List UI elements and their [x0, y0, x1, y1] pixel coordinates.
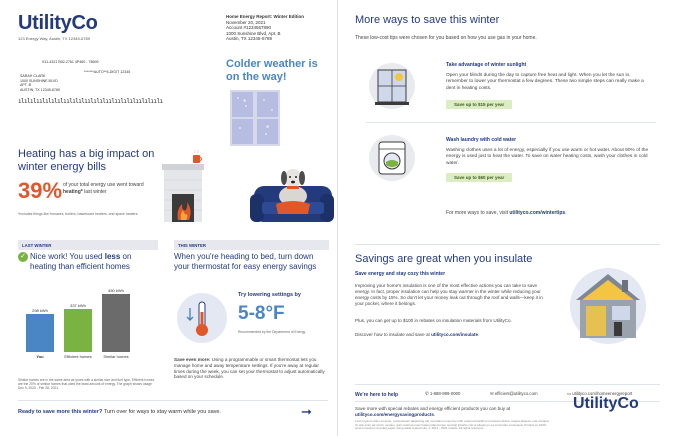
insulate-p1: Improving your home's insulation is one of the most effective actions you can take to save energy. In fact, proper insulation can help you stay warmer in the winter while reducing your energy costs by 15%. So don't let your money leak out through the roof and walls—keep it in your pocket, where it belongs.	[355, 283, 543, 306]
tip1-body: Open your blinds during the day to capture free heat and light. When you let the sun in, remember to lower your thermostat a few degrees. These two simple steps can really make a dent in heating costs.	[446, 73, 644, 91]
report-addr2: Austin, TX 12345-6789	[226, 36, 272, 41]
check-icon: ✓	[18, 252, 28, 262]
last-winter-bar	[18, 240, 158, 250]
report-title: Home Energy Report: Winter Edition	[226, 14, 304, 19]
tip2-savings-badge: Save up to $60 per year	[446, 173, 512, 182]
window-sunlight-icon	[366, 62, 418, 110]
report-date: November 20, 2021	[226, 19, 266, 25]
arrow-right-icon: ➞	[301, 404, 312, 419]
tip2-title: Wash laundry with cold water	[446, 137, 517, 143]
usage-bar	[64, 309, 92, 352]
tips-divider	[366, 122, 656, 123]
bar-value-label: 337 kWh	[70, 302, 86, 308]
page-divider	[337, 0, 338, 436]
tip1-savings-badge: Save up to $15 per year	[446, 100, 512, 109]
phone-number: 1-888-999-0000	[429, 391, 461, 396]
more-ways-post: .	[565, 210, 567, 216]
bar-category-label: Similar homes	[103, 354, 129, 359]
mail-apt: APT. B	[20, 83, 31, 88]
insulate-headline: Savings are great when you insulate	[355, 253, 533, 265]
laptop-icon: ▭	[567, 391, 572, 396]
bar-category-label: You	[36, 354, 44, 359]
heating-headline: Heating has a big impact on winter energy bills	[18, 148, 155, 173]
mail-name: SARAH CLARK	[20, 74, 46, 79]
insulate-p3-pre: Discover how to insulate and save at	[355, 332, 432, 337]
postal-barcode: ılılılıılılılılıılılılıılılılıılıılılılıılılıılı	[18, 98, 163, 105]
this-winter-label: THIS WINTER	[178, 242, 206, 248]
last-winter-smallprint: Similar homes are in the same area as yours with a similar size and fuel type. Efficient homes are the 20% of similar homes that used the least amount of energy. The graph shows usage Dec 9, 2020 - Feb 28, 2021.	[18, 378, 155, 391]
email-icon: ✉	[490, 391, 494, 396]
last-winter-headline	[30, 252, 145, 272]
phone-icon: ✆	[425, 391, 429, 396]
bar-value-label: 298 kWh	[32, 307, 48, 313]
this-winter-bar	[174, 240, 329, 250]
bar-category-label: Efficient homes	[64, 354, 92, 359]
last-winter-label: LAST WINTER	[22, 242, 52, 248]
save-more-text: Using a programmable or smart thermostat lets you manage home and away temperature settings. If you're away at regular times during the week, you can set your thermostat to adjust automatically based on your schedule.	[174, 357, 325, 380]
special-link[interactable]: utilityco.com/energysavingproducts	[355, 411, 434, 417]
brand-logo: UtilityCo	[18, 12, 98, 34]
help-rule-top	[355, 384, 660, 385]
mail-city: AUSTIN, TX 12345-6789	[20, 87, 60, 92]
lw-headline-post: on heating than efficient homes	[30, 252, 132, 271]
svg-text:❄: ❄	[266, 124, 270, 129]
email-contact[interactable]	[490, 391, 538, 397]
save-more-bold: Save even more:	[174, 357, 211, 362]
bar-value-label: 450 kWh	[108, 288, 124, 293]
more-ways-pre: For more ways to save, visit	[446, 210, 510, 216]
more-ways-headline: More ways to save this winter	[355, 14, 500, 26]
more-ways-link-line	[446, 210, 567, 216]
report-account: Account #1234567890	[226, 25, 272, 30]
snowy-window-illustration	[226, 88, 332, 148]
heating-text-post: last winter	[82, 188, 107, 195]
insulate-p3	[355, 332, 550, 338]
report-addr1: 1000 Sunshine Blvd, Apt. B	[226, 30, 281, 36]
mail-code-line: S11-4321 B02-2761 4P460 - 78699	[42, 60, 99, 64]
svg-text:❄: ❄	[243, 98, 247, 103]
special-text: Save more with special rebates and energy efficient products you can buy at	[355, 406, 511, 411]
phone-contact[interactable]	[425, 391, 460, 397]
report-info	[226, 14, 326, 42]
tip2-body: Washing clothes uses a lot of energy, especially if you use warm or hot water. About 90% of the energy is used just to heat the water. To save on water heating costs, wash your clothes in cold water.	[446, 148, 649, 166]
try-lowering-label: Try lowering settings by	[238, 292, 301, 298]
email-address: efficient@utilityco.com	[494, 391, 538, 396]
usage-bar	[26, 314, 54, 352]
usage-bar	[102, 294, 130, 352]
insulated-house-illustration	[562, 262, 654, 346]
heating-text-bold: heating*	[63, 188, 83, 195]
insulate-subhead: Save energy and stay cozy this winter	[355, 271, 446, 277]
ready-bold: Ready to save more this winter?	[18, 409, 103, 415]
thermometer-icon	[176, 292, 228, 344]
special-rebates	[355, 406, 555, 418]
section-rule	[355, 244, 660, 245]
footer-rule	[18, 400, 328, 401]
heating-footnote: *Includes things like furnaces, boilers, baseboard heaters, and space heaters.	[18, 212, 139, 216]
degrees-value: 5-8°F	[238, 303, 285, 324]
brand-address: 123 Energy Way, Austin, TX 12345-6789	[18, 36, 90, 41]
heating-percent: 39%	[18, 178, 63, 203]
brand-logo-footer: UtilityCo	[573, 395, 639, 412]
more-ways-link[interactable]: utilityco.com/wintertips	[509, 210, 566, 216]
special-post: .	[433, 411, 436, 417]
mailing-block	[20, 60, 152, 93]
lw-headline-pre: Nice work! You used	[30, 252, 105, 261]
this-winter-headline: When you're heading to bed, turn down your thermostat for easy energy savings	[174, 252, 317, 271]
insulate-p2: Plus, you can get up to $100 in rebates on insulation materials from UtilityCo.	[355, 318, 512, 323]
legal-text: Lorem ipsum dolor sit amet, consectetuer adipiscing elit, sed diam nonummy nibh euismod tincidunt ut laoreet dolore magna aliquam erat volutpat. Ut wisi enim ad minim veniam, quis nostrud exerci tation ullamcorper suscipit lobortis nisl ut aliquip ex ea commodo consequat. Printed on 100% post-consumer recycled paper using water-based inks. © 2012 - 2021 Oracle. All rights reserved.	[355, 419, 550, 431]
lw-headline-bold: less	[104, 252, 121, 261]
doe-recommendation: Recommended by the Department of Energy	[238, 330, 306, 334]
colder-headline: Colder weather is on the way!	[226, 58, 318, 83]
ready-text: Turn over for ways to stay warm while you save.	[102, 409, 221, 415]
save-even-more	[174, 357, 329, 380]
help-label: We're here to help	[355, 392, 399, 398]
insulate-link[interactable]: utilityco.com/insulate	[431, 332, 479, 337]
insulate-p3-post: .	[478, 332, 480, 337]
web-address: utilityco.com/homeenergyreport	[572, 391, 633, 396]
mail-auto-line: *******AUTO**5-DIGIT 12345	[84, 69, 131, 74]
heating-text-pre: of your total energy use went toward	[63, 182, 144, 188]
usage-bar-chart	[26, 282, 156, 372]
washing-machine-icon	[366, 134, 418, 182]
ready-footer	[18, 409, 221, 415]
tips-intro: These low-cost tips were chosen for you based on how you use gas in your home.	[355, 35, 537, 41]
mail-street: 1000 SUNSHINE BLVD	[20, 78, 58, 83]
fireplace-dog-illustration	[158, 150, 334, 226]
tip1-title: Take advantage of winter sunlight	[446, 62, 527, 68]
heating-percent-text	[63, 182, 153, 195]
